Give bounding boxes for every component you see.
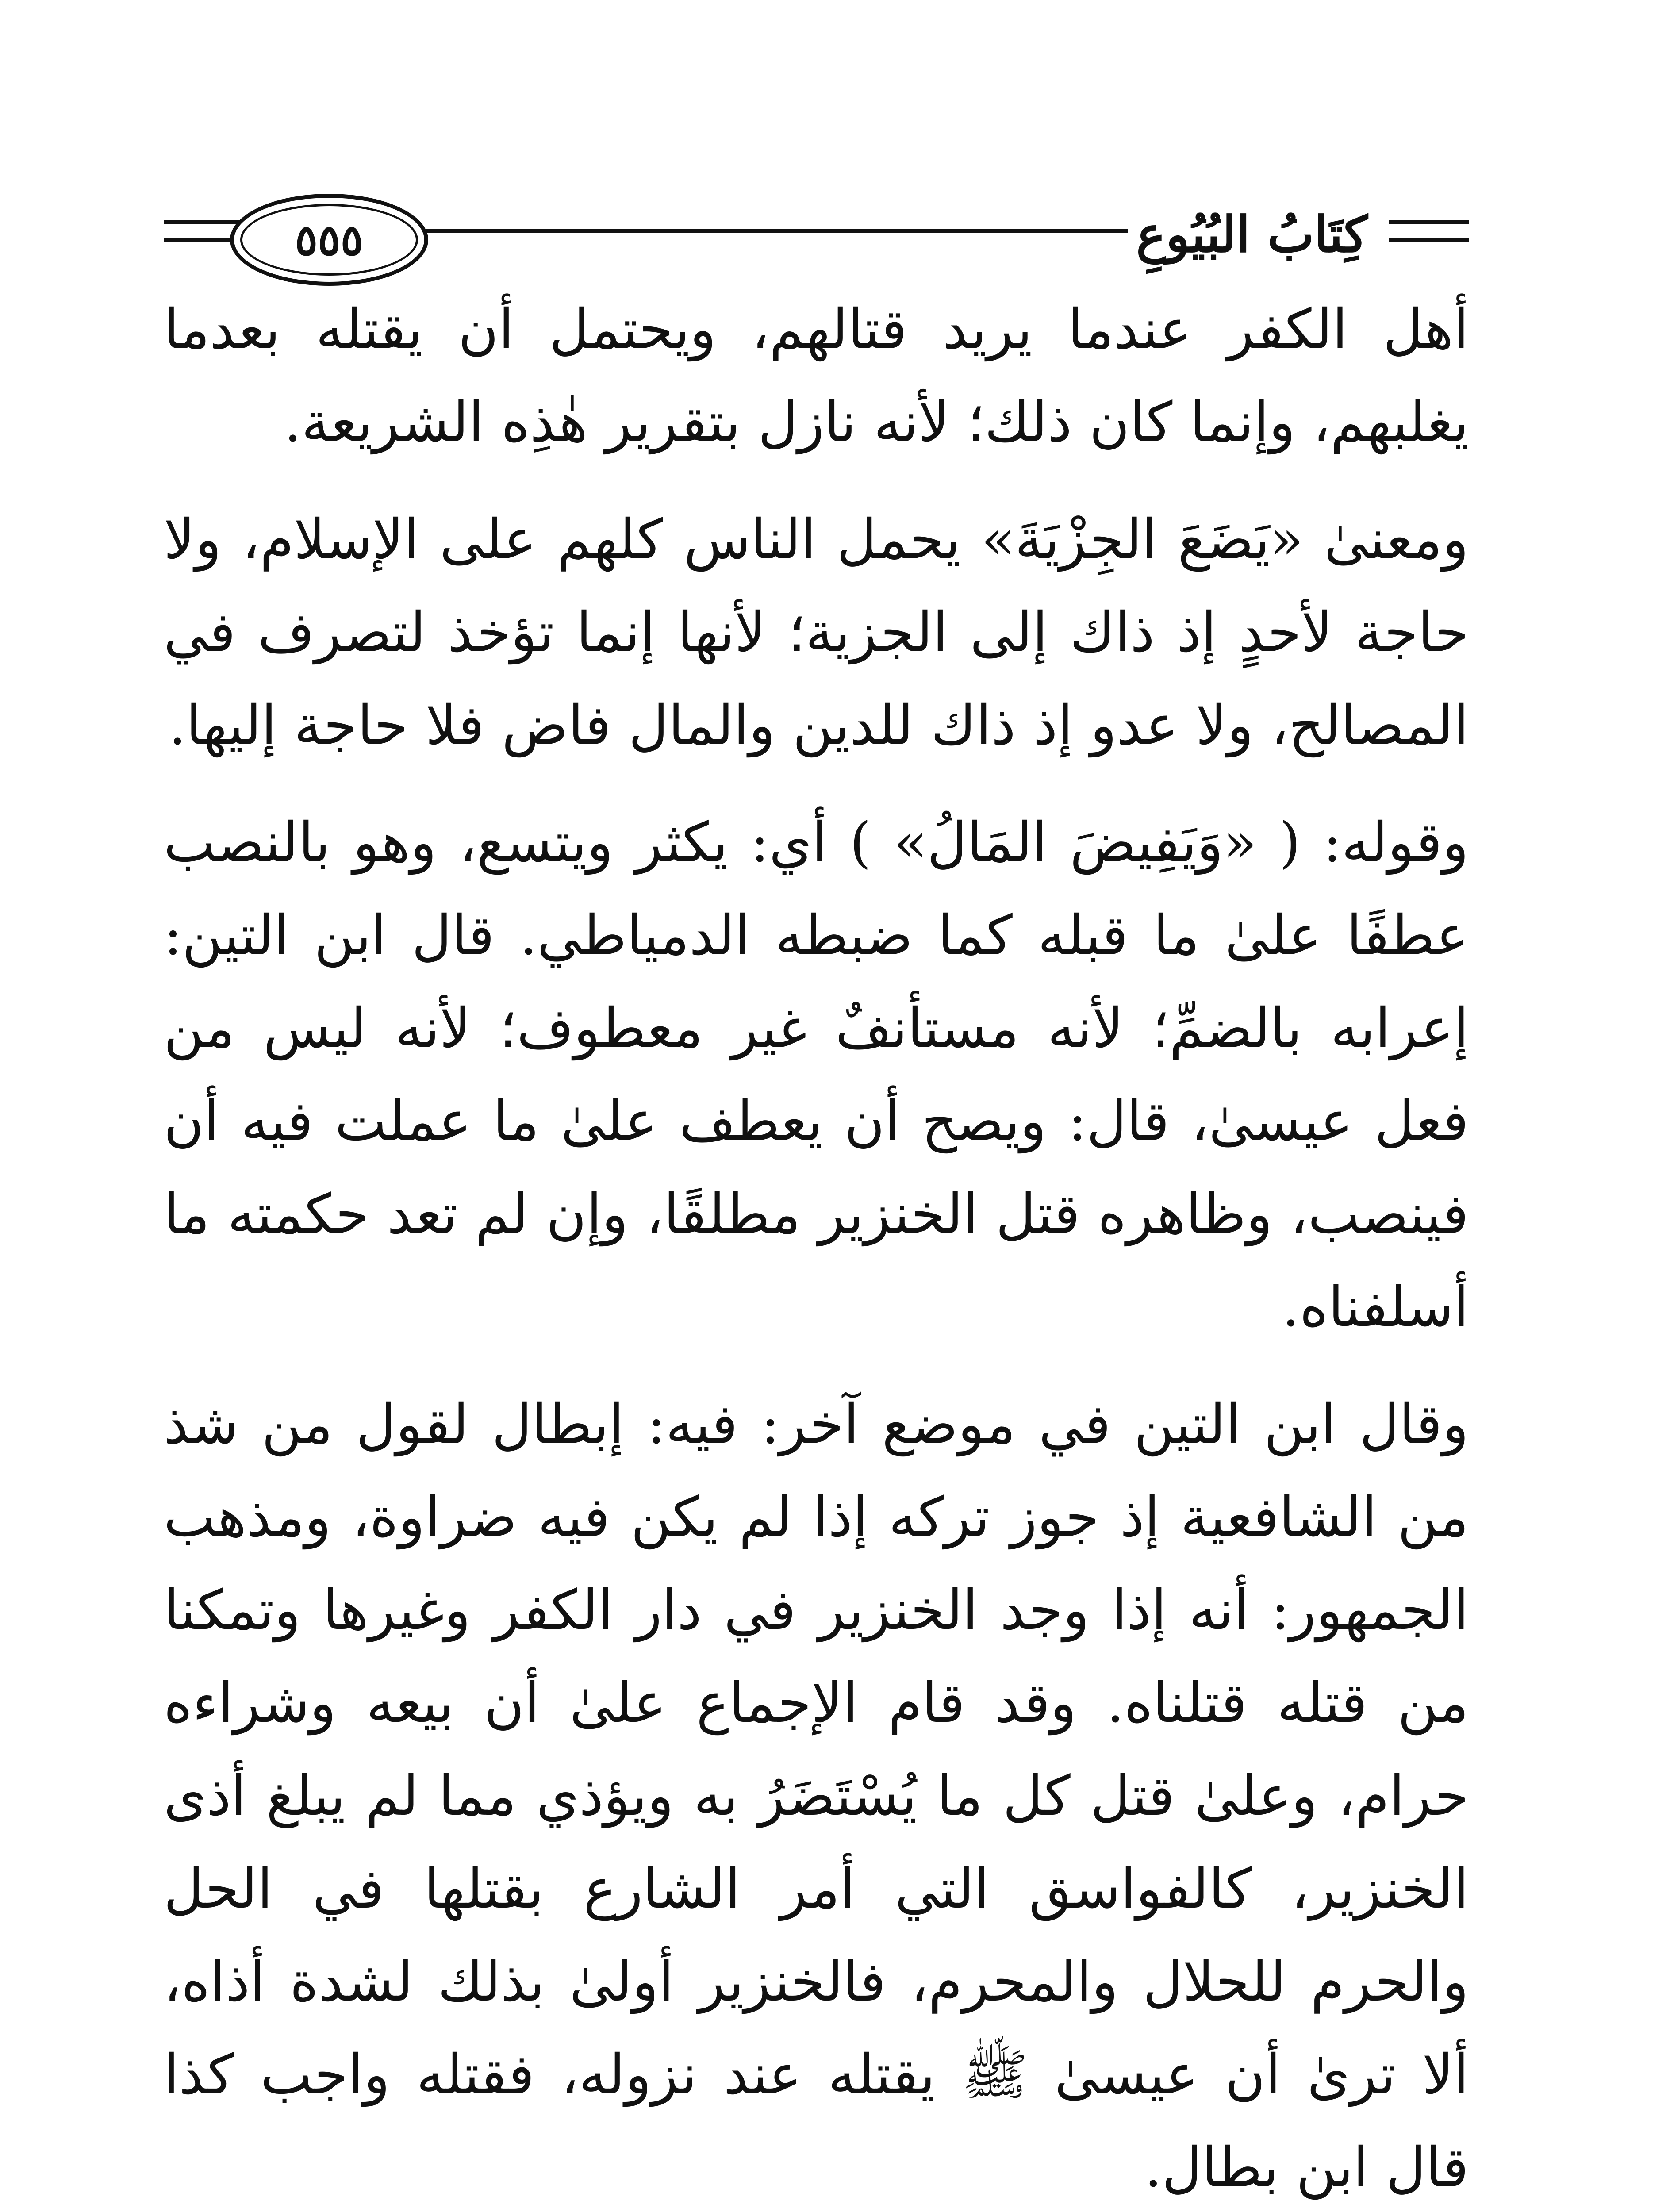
header-rule-left-2 [164,238,239,242]
header-rule-right-2 [1389,238,1469,242]
running-title: كِتَابُ البُيُوعِ [1128,206,1376,264]
header-rule-right [1389,220,1469,224]
header-rule-middle [411,229,1137,233]
page-number: ٥٥٥ [295,215,364,265]
paragraph-4: وقال ابن التين في موضع آخر: فيه: إبطال لقول من شذ من الشافعية إذ جوز تركه إذا لم يكن فيه ضراوة، ومذهب الجمهور: أنه إذا وجد الخنزير في دار الكفر وغيرها وتمكنا من قتله قتلناه. وقد قام الإجماع علىٰ أن بيعه وشراءه حرام، وعلىٰ قتل كل ما يُسْتَضَرُ به ويؤذي مما لم يبلغ أذى الخنزير، كالفواسق التي أمر الشارع بقتلها في الحل والحرم للحلال والمحرم، فالخنزير أولىٰ بذلك لشدة أذاه، ألا ترىٰ أن عيسىٰ ﷺ يقتله عند نزوله، فقتله واجب كذا قال ابن بطال. [164,1393,1469,2200]
paragraph-3: وقوله: ( «وَيَفِيضَ المَالُ» ) أي: يكثر ويتسع، وهو بالنصب عطفًا علىٰ ما قبله كما ضبطه الدمياطي. قال ابن التين: إعرابه بالضمِّ؛ لأنه مستأنفٌ غير معطوف؛ لأنه ليس من فعل عيسىٰ، قال: ويصح أن يعطف علىٰ ما عملت فيه أن فينصب، وظاهره قتل الخنزير مطلقًا، وإن لم تعد حكمته ما أسلفناه. [164,811,1469,1339]
page-number-badge [230,194,428,286]
paragraph-2: ومعنىٰ «يَضَعَ الجِزْيَةَ» يحمل الناس كلهم على الإسلام، ولا حاجة لأحدٍ إذ ذاك إلى الجزية؛ لأنها إنما تؤخذ لتصرف في المصالح، ولا عدو إذ ذاك للدين والمال فاض فلا حاجة إليها. [164,508,1469,757]
page-header [164,186,1469,288]
page-body [164,283,1469,2212]
header-rule-left [164,220,239,224]
paragraph-1: أهل الكفر عندما يريد قتالهم، ويحتمل أن يقتله بعدما يغلبهم، وإنما كان ذلك؛ لأنه نازل بتقرير هٰذِه الشريعة. [164,298,1469,454]
